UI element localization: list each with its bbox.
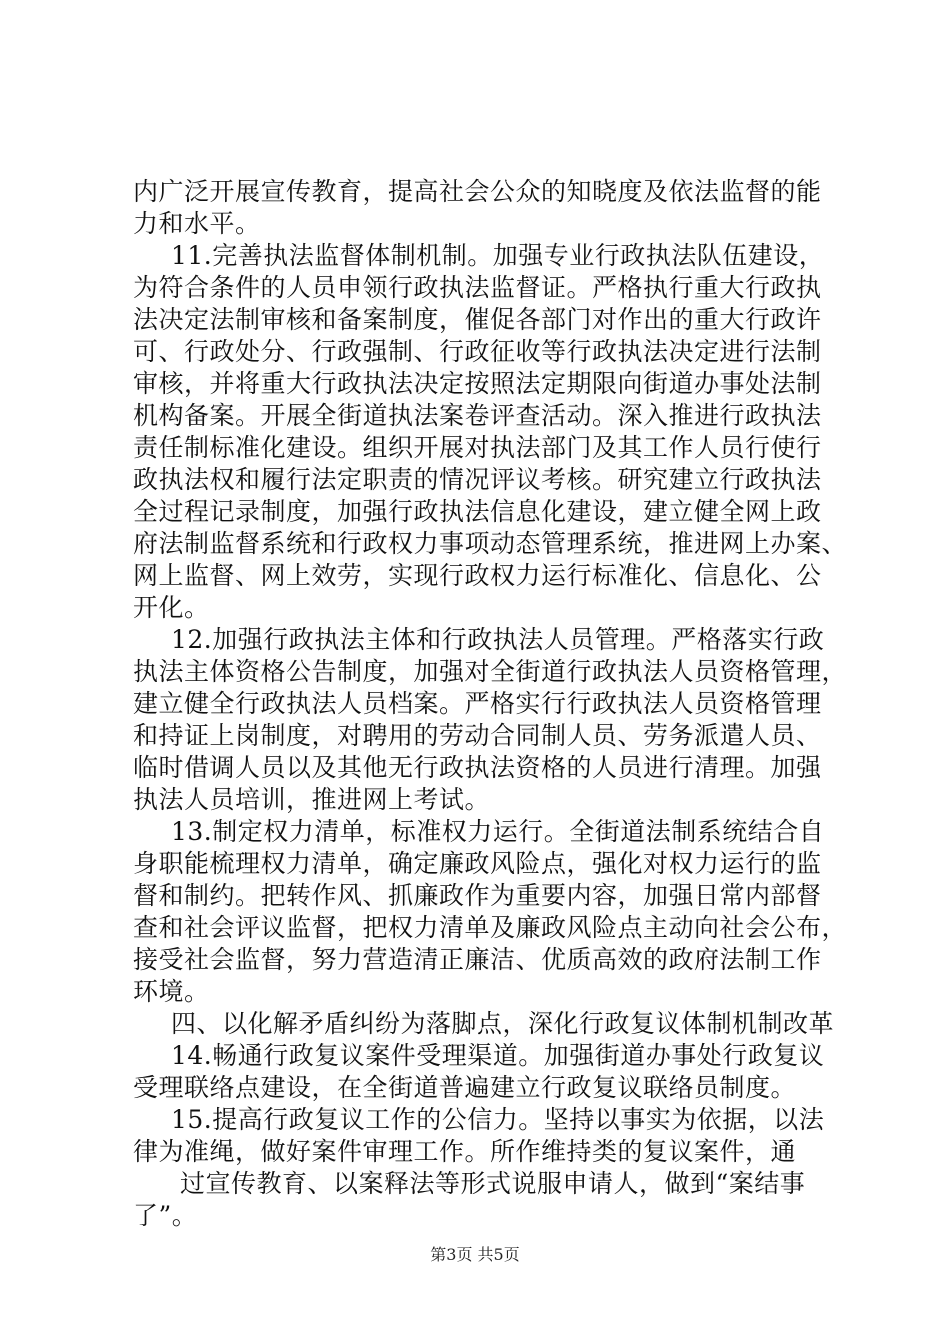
paragraph-15-start: 15.提高行政复议工作的公信力。坚持以事实为依据，以法	[171, 1105, 825, 1134]
section-heading-4: 四、以化解矛盾纠纷为落脚点，深化行政复议体制机制改革	[171, 1009, 835, 1038]
body-text-line: 建立健全行政执法人员档案。严格实行行政执法人员资格管理	[133, 689, 822, 718]
paragraph-11-start: 11.完善执法监督体制机制。加强专业行政执法队伍建设，	[171, 241, 825, 270]
body-text-line: 法决定法制审核和备案制度，催促各部门对作出的重大行政许	[133, 305, 822, 334]
paragraph-12-start: 12.加强行政执法主体和行政执法人员管理。严格落实行政	[171, 625, 825, 654]
body-text-line: 过宣传教育、以案释法等形式说服申请人，做到“案结事	[180, 1169, 806, 1198]
body-text-line: 了”。	[133, 1201, 198, 1230]
body-text-line: 机构备案。开展全街道执法案卷评查活动。深入推进行政执法	[133, 401, 822, 430]
body-text-line: 可、行政处分、行政强制、行政征收等行政执法决定进行法制	[133, 337, 822, 366]
body-text-line: 接受社会监督，努力营造清正廉洁、优质高效的政府法制工作	[133, 945, 822, 974]
paragraph-14-start: 14.畅通行政复议案件受理渠道。加强街道办事处行政复议	[171, 1041, 825, 1070]
body-text-line: 环境。	[133, 977, 210, 1006]
body-text-line: 政执法权和履行法定职责的情况评议考核。研究建立行政执法	[133, 465, 822, 494]
body-text-line: 开化。	[133, 593, 210, 622]
body-text-line: 临时借调人员以及其他无行政执法资格的人员进行清理。加强	[133, 753, 822, 782]
page-number-footer: 第3页 共5页	[430, 1245, 520, 1264]
paragraph-13-start: 13.制定权力清单，标准权力运行。全街道法制系统结合自	[171, 817, 825, 846]
body-text-line: 网上监督、网上效劳，实现行政权力运行标准化、信息化、公	[133, 561, 822, 590]
body-text-line: 审核，并将重大行政执法决定按照法定期限向街道办事处法制	[133, 369, 822, 398]
body-text-line: 内广泛开展宣传教育，提高社会公众的知晓度及依法监督的能	[133, 177, 822, 206]
body-text-line: 查和社会评议监督，把权力清单及廉政风险点主动向社会公布，	[133, 913, 848, 942]
body-text-line: 律为准绳，做好案件审理工作。所作维持类的复议案件，通	[133, 1137, 797, 1166]
body-text-line: 身职能梳理权力清单，确定廉政风险点，强化对权力运行的监	[133, 849, 822, 878]
body-text-line: 受理联络点建设，在全街道普遍建立行政复议联络员制度。	[133, 1073, 797, 1102]
body-text-line: 执法主体资格公告制度，加强对全街道行政执法人员资格管理，	[133, 657, 848, 686]
body-text-line: 和持证上岗制度，对聘用的劳动合同制人员、劳务派遣人员、	[133, 721, 822, 750]
body-text-line: 全过程记录制度，加强行政执法信息化建设，建立健全网上政	[133, 497, 822, 526]
body-text-line: 责任制标准化建设。组织开展对执法部门及其工作人员行使行	[133, 433, 822, 462]
body-text-line: 府法制监督系统和行政权力事项动态管理系统，推进网上办案、	[133, 529, 848, 558]
body-text-line: 执法人员培训，推进网上考试。	[133, 785, 491, 814]
body-text-line: 督和制约。把转作风、抓廉政作为重要内容，加强日常内部督	[133, 881, 822, 910]
body-text-line: 力和水平。	[133, 209, 261, 238]
body-text-line: 为符合条件的人员申领行政执法监督证。严格执行重大行政执	[133, 273, 822, 302]
